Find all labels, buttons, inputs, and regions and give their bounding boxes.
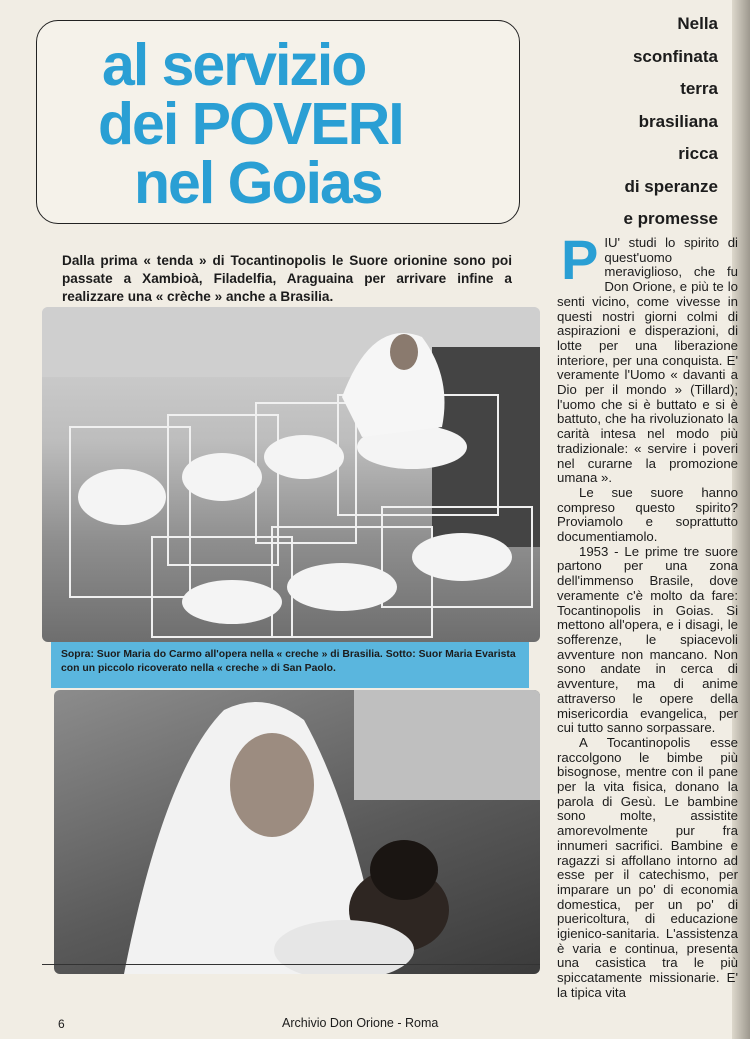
article-subtitle: Dalla prima « tenda » di Tocantinopolis le Suore orionine sono poi passate a Xambioà, Filadelfia, Araguaina per arrivare infine a realizzare una « crèche » anche a Brasilia. xyxy=(62,253,512,304)
kicker-line: Nella xyxy=(677,14,718,33)
photo-sister-illustration xyxy=(54,690,540,974)
kicker-line: brasiliana xyxy=(638,111,718,131)
photo-nursery-illustration xyxy=(42,307,540,642)
kicker-line: e promesse xyxy=(623,209,718,228)
kicker xyxy=(592,8,718,236)
kicker-line: di speranze xyxy=(624,176,718,196)
page-number: 6 xyxy=(58,1017,65,1031)
article-title xyxy=(98,32,518,216)
article-body xyxy=(557,228,738,1001)
body-paragraph-text: IU' studi lo spirito di quest'uomo meraviglioso, che fu Don Orione, e più te lo senti vicino, come vivesse in questi nostri giorni colmi di aspirazioni e disperazioni, di lotte per una liberazione interiore, per una conquista. E' veramente l'Uomo « davanti a Dio per il mondo » (Tillard); l'uomo che si è buttato e si è battuto, che ha rivoluzionato la carità intesa nel modo più tradizionale: « servire i poveri nel curarne la promozione umana ». xyxy=(557,235,738,486)
drop-cap: P xyxy=(561,228,599,291)
footer-rule xyxy=(42,964,540,965)
title-line-3: nel Goias xyxy=(134,150,382,216)
photo-caption: Sopra: Suor Maria do Carmo all'opera nella « creche » di Brasilia. Sotto: Suor Maria Evarista con un piccolo ricoverato nella « creche » di San Paolo. xyxy=(51,642,529,688)
body-paragraph: 1953 - Le prime tre suore partono per una zona dell'immenso Brasile, dove veramente c'è molto da fare: Tocantinopolis in Goias. Si mettono all'opera, e i disagi, le sofferenze, le spiacevoli avventure non mancano. Non sono andate in cerca di avventure, ma di anime attraverso le opere della misericordia evangelica, per cui tutto sanno sorpassare. xyxy=(557,543,738,736)
kicker-line: terra xyxy=(680,79,718,98)
title-line-2: dei POVERI xyxy=(98,91,403,157)
kicker-line: ricca xyxy=(678,144,718,163)
photo-sister-with-child xyxy=(54,690,540,974)
archive-credit: Archivio Don Orione - Roma xyxy=(282,1016,439,1030)
photo-nursery-cribs xyxy=(42,307,540,642)
body-paragraph: Le sue suore hanno compreso questo spirito? Proviamolo e soprattutto documentiamolo. xyxy=(557,484,738,545)
body-paragraph xyxy=(557,228,738,486)
kicker-line: sconfinata xyxy=(632,46,718,66)
body-paragraph: A Tocantinopolis esse raccolgono le bimbe più bisognose, mentre con il pane per la vita fisica, donano la parola di Gesù. Le bambine sono molte, assistite amorevolmente pur fra innumeri sacrifici. Bambine e ragazzi si affollano intorno ad esse per il catechismo, per imparare un po' di economia domestica, per un po' di puericoltura, di educazione igienico-sanitaria. L'assistenza è varia e continua, presenta una casistica tra le più spiccatamente missionarie. E' la tipica vita xyxy=(557,734,738,1000)
title-line-1: al servizio xyxy=(102,32,366,98)
